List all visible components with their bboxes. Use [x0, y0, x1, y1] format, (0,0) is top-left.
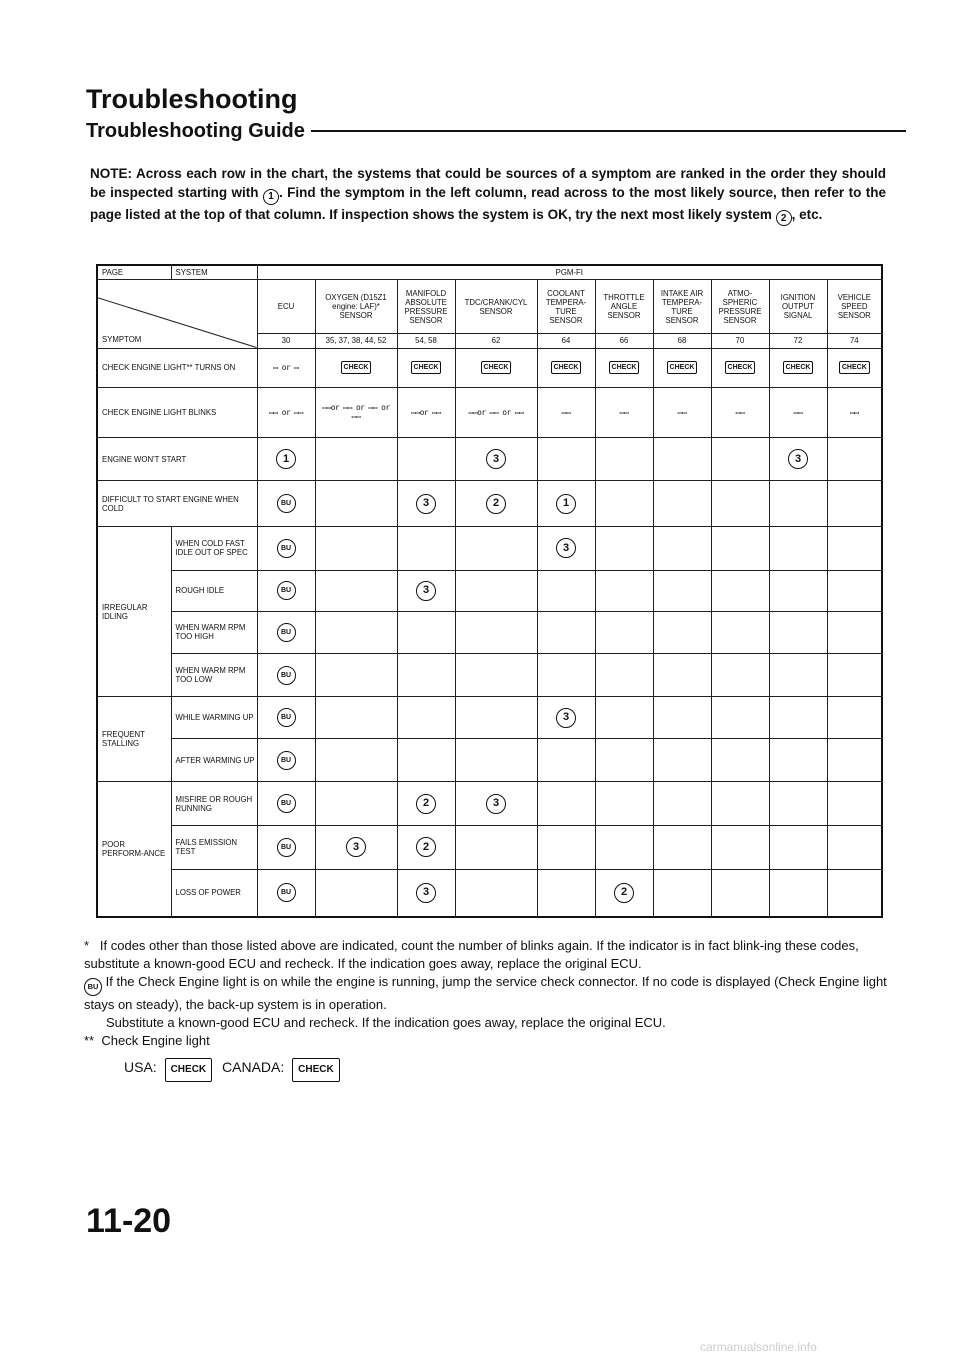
- blink-code-ecu: ▭▭ or ▭▭: [257, 387, 315, 437]
- check-on-vehicle-speed: [827, 348, 882, 387]
- group-frequent-stalling: FREQUENT STALLING: [97, 697, 171, 782]
- note-paragraph: [90, 164, 886, 226]
- canada-label: CANADA:: [222, 1059, 285, 1075]
- note-text-1: NOTE: Across each row in the chart, the systems that could be sources of a symptom are ranked in the order they should be inspected starting with: [90, 166, 886, 200]
- symptom-rough-idle: ROUGH IDLE: [171, 570, 257, 612]
- troubleshooting-table: [96, 264, 883, 918]
- rank-marker: 2: [614, 883, 634, 903]
- symptom-fast-idle-out-of-spec: WHEN COLD FAST IDLE OUT OF SPEC: [171, 527, 257, 571]
- check-on-tdc: [455, 348, 537, 387]
- system-atmospheric-pressure-sensor: ATMO-SPHERIC PRESSURE SENSOR: [711, 280, 769, 334]
- footnotes: [84, 937, 900, 1082]
- check-engine-lamp-icon: CHECK: [839, 361, 870, 374]
- check-on-coolant: [537, 348, 595, 387]
- check-engine-lamp-icon: CHECK: [551, 361, 582, 374]
- symptom-fails-emission-test: FAILS EMISSION TEST: [171, 826, 257, 870]
- rank-marker: 3: [486, 794, 506, 814]
- canada-check-engine-lamp-icon: CHECK: [292, 1058, 340, 1082]
- blink-code-map: ▭▭or ▭▭: [397, 387, 455, 437]
- page-number: 11-20: [86, 1202, 172, 1240]
- page-title: Troubleshooting: [86, 84, 298, 114]
- symptom-check-engine-on: CHECK ENGINE LIGHT** TURNS ON: [97, 348, 257, 387]
- rank-marker: 3: [556, 708, 576, 728]
- symptom-engine-wont-start: ENGINE WON'T START: [97, 437, 257, 481]
- symptom-check-engine-blinks: CHECK ENGINE LIGHT BLINKS: [97, 387, 257, 437]
- backup-marker: BU: [84, 978, 102, 996]
- page-coolant-sensor: 64: [537, 334, 595, 349]
- check-engine-lamp-icon: CHECK: [725, 361, 756, 374]
- check-on-ignition: [769, 348, 827, 387]
- blink-code-oxygen: ▭▭or ▭▭ or ▭▭ or ▭▭: [315, 387, 397, 437]
- watermark: carmanualsonline.info: [700, 1340, 817, 1354]
- corner-system-label: SYSTEM: [171, 265, 257, 280]
- blink-code-atmospheric: ▭▭: [711, 387, 769, 437]
- rank-marker: 3: [416, 494, 436, 514]
- footnote-star: *: [84, 938, 90, 953]
- check-engine-lamp-icon: CHECK: [667, 361, 698, 374]
- system-intake-air-temp-sensor: INTAKE AIR TEMPERA-TURE SENSOR: [653, 280, 711, 334]
- check-on-map: [397, 348, 455, 387]
- check-engine-lamp-icon: CHECK: [481, 361, 512, 374]
- rank-1-marker: 1: [263, 189, 279, 205]
- check-engine-lamp-icon: CHECK: [341, 361, 372, 374]
- section-header: [86, 119, 906, 143]
- system-tdc-crank-cyl-sensor: TDC/CRANK/CYL SENSOR: [455, 280, 537, 334]
- symptom-after-warming-up: AFTER WARMING UP: [171, 738, 257, 782]
- footnote-codes: If codes other than those listed above are indicated, count the number of blinks again. If the indicator is in fact blink-ing these codes, substitute a known-good ECU and recheck. If the indication goes away, replace the original ECU.: [84, 938, 859, 971]
- page-ignition-signal: 72: [769, 334, 827, 349]
- backup-marker: BU: [277, 666, 296, 685]
- page-intake-air-sensor: 68: [653, 334, 711, 349]
- group-irregular-idling: IRREGULAR IDLING: [97, 527, 171, 697]
- system-vehicle-speed-sensor: VEHICLE SPEED SENSOR: [827, 280, 882, 334]
- check-engine-lamp-icon: CHECK: [783, 361, 814, 374]
- section-title: Troubleshooting Guide: [86, 119, 305, 142]
- blink-code-intake-air: ▭▭: [653, 387, 711, 437]
- symptom-difficult-to-start: DIFFICULT TO START ENGINE WHEN COLD: [97, 481, 257, 527]
- system-coolant-temp-sensor: COOLANT TEMPERA-TURE SENSOR: [537, 280, 595, 334]
- page-atmospheric-sensor: 70: [711, 334, 769, 349]
- blink-code-ignition: ▭▭: [769, 387, 827, 437]
- rank-marker: 2: [416, 794, 436, 814]
- system-ignition-output-signal: IGNITION OUTPUT SIGNAL: [769, 280, 827, 334]
- system-oxygen-sensor: OXYGEN (D15Z1 engine: LAF)* SENSOR: [315, 280, 397, 334]
- note-text-2: . Find the symptom in the left column, read across to the most likely source, then refer to the page listed at the top of that column. If inspection shows the system is OK, try the next most likely system: [90, 185, 886, 222]
- check-engine-lamp-icon: CHECK: [609, 361, 640, 374]
- system-map-sensor: MANIFOLD ABSOLUTE PRESSURE SENSOR: [397, 280, 455, 334]
- rank-marker: 1: [556, 494, 576, 514]
- symptom-warm-rpm-too-low: WHEN WARM RPM TOO LOW: [171, 653, 257, 697]
- corner-cell: [97, 280, 257, 349]
- backup-marker: BU: [277, 539, 296, 558]
- check-engine-lamp-icon: CHECK: [411, 361, 442, 374]
- corner-page-label: PAGE: [97, 265, 171, 280]
- symptom-misfire-rough-running: MISFIRE OR ROUGH RUNNING: [171, 782, 257, 826]
- rank-marker: 3: [788, 449, 808, 469]
- backup-marker: BU: [277, 794, 296, 813]
- blink-code-throttle: ▭▭: [595, 387, 653, 437]
- page-ecu: 30: [257, 334, 315, 349]
- footnote-substitute: Substitute a known-good ECU and recheck. If the indication goes away, replace the original ECU.: [106, 1015, 666, 1030]
- backup-marker: BU: [277, 494, 296, 513]
- footnote-backup: If the Check Engine light is on while the engine is running, jump the service check connector. If no code is displayed (Check Engine light stays on steady), the back-up system is in operation.: [84, 974, 887, 1012]
- page-map-sensor: 54, 58: [397, 334, 455, 349]
- backup-marker: BU: [277, 838, 296, 857]
- page-oxygen-sensor: 35, 37, 38, 44, 52: [315, 334, 397, 349]
- page-throttle-sensor: 66: [595, 334, 653, 349]
- lamp-examples: [124, 1058, 900, 1082]
- backup-marker: BU: [277, 883, 296, 902]
- corner-symptom-label: SYMPTOM: [102, 334, 142, 344]
- rank-marker: 3: [346, 837, 366, 857]
- check-on-ecu-code: ▭ or ▭: [257, 348, 315, 387]
- rank-2-marker: 2: [776, 210, 792, 226]
- blink-code-coolant: ▭▭: [537, 387, 595, 437]
- symptom-while-warming-up: WHILE WARMING UP: [171, 697, 257, 739]
- page-tdc-sensor: 62: [455, 334, 537, 349]
- rank-marker: 1: [276, 449, 296, 469]
- blink-code-vehicle-speed: ▭▭: [827, 387, 882, 437]
- footnote-check-engine-light: Check Engine light: [101, 1033, 210, 1048]
- check-on-atmospheric: [711, 348, 769, 387]
- rank-marker: 3: [486, 449, 506, 469]
- backup-marker: BU: [277, 581, 296, 600]
- symptom-loss-of-power: LOSS OF POWER: [171, 869, 257, 917]
- pgm-fi-header: PGM-FI: [257, 265, 882, 280]
- rank-marker: 2: [416, 837, 436, 857]
- blink-code-tdc: ▭▭or ▭▭ or ▭▭: [455, 387, 537, 437]
- system-ecu: ECU: [257, 280, 315, 334]
- check-on-oxygen: [315, 348, 397, 387]
- rank-marker: 3: [416, 581, 436, 601]
- rank-marker: 3: [556, 538, 576, 558]
- page-vehicle-speed-sensor: 74: [827, 334, 882, 349]
- section-rule: [311, 130, 906, 132]
- rank-marker: 2: [486, 494, 506, 514]
- usa-check-engine-lamp-icon: CHECK: [165, 1058, 213, 1082]
- system-throttle-angle-sensor: THROTTLE ANGLE SENSOR: [595, 280, 653, 334]
- usa-label: USA:: [124, 1059, 157, 1075]
- backup-marker: BU: [277, 751, 296, 770]
- group-poor-performance: POOR PERFORM-ANCE: [97, 782, 171, 917]
- backup-marker: BU: [277, 623, 296, 642]
- note-text-3: , etc.: [791, 206, 823, 222]
- check-on-throttle: [595, 348, 653, 387]
- rank-marker: 3: [416, 883, 436, 903]
- symptom-warm-rpm-too-high: WHEN WARM RPM TOO HIGH: [171, 612, 257, 654]
- footnote-double-star: **: [84, 1033, 95, 1048]
- backup-marker: BU: [277, 708, 296, 727]
- check-on-intake-air: [653, 348, 711, 387]
